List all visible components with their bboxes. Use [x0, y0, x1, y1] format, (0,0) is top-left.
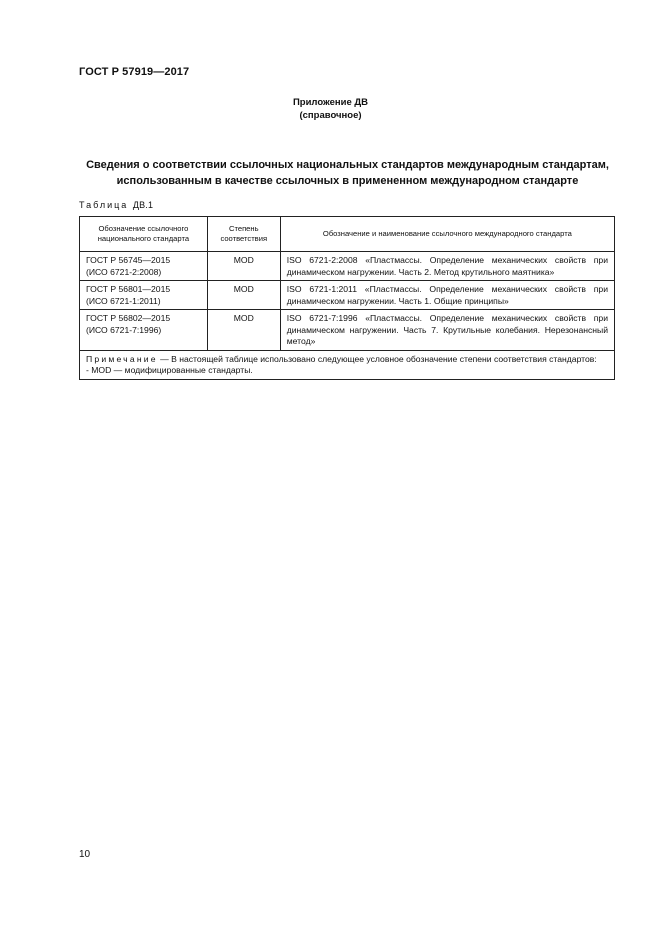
header-degree — [207, 217, 280, 252]
standards-table — [79, 216, 615, 380]
header-national-line-2: национального стандарта — [97, 234, 190, 243]
table-note — [80, 350, 615, 379]
table-caption-number: ДВ.1 — [132, 200, 154, 210]
header-degree-line-1: Степень — [228, 223, 259, 233]
national-standard-code: ГОСТ Р 56801—2015 — [86, 284, 171, 294]
note-text: — В настоящей таблице использовано следующее условное обозначение степени соответствия стандартов: — [157, 353, 597, 364]
table-row — [80, 310, 615, 351]
national-standard-iso-ref: (ИСО 6721-7:1996) — [86, 324, 162, 335]
national-standard-iso-ref: (ИСО 6721-2:2008) — [86, 266, 162, 277]
document-code: ГОСТ Р 57919—2017 — [79, 66, 190, 78]
table-caption-word: Таблица — [79, 200, 129, 210]
degree-cell: MOD — [207, 310, 280, 351]
section-heading-line-2: использованным в качестве ссылочных в примененном международном стандарте — [116, 175, 579, 187]
appendix-title: Приложение ДВ — [292, 97, 369, 108]
table-header-row — [80, 217, 615, 252]
national-standard-cell — [80, 310, 208, 351]
table-row — [80, 281, 615, 310]
appendix-subtitle: (справочное) — [299, 110, 362, 121]
table-note-row — [80, 350, 615, 379]
table-row — [80, 252, 615, 281]
international-standard-cell: ISO 6721-7:1996 «Пластмассы. Определение механических свойств при динамическом нагружении. Часть 7. Крутильные колебания. Нерезонансный метод» — [280, 310, 614, 351]
section-heading-line-1: Сведения о соответствии ссылочных национальных стандартов международным стандартам, — [86, 159, 609, 171]
header-national-line-1: Обозначение ссылочного — [98, 223, 189, 233]
national-standard-cell — [80, 252, 208, 281]
header-international-standard: Обозначение и наименование ссылочного международного стандарта — [280, 217, 614, 252]
national-standard-code: ГОСТ Р 56745—2015 — [86, 255, 171, 265]
note-label: Примечание — [86, 353, 158, 364]
page-number: 10 — [79, 849, 91, 860]
section-heading — [60, 157, 635, 189]
table-caption — [79, 200, 153, 210]
header-degree-line-2: соответствия — [220, 234, 268, 243]
international-standard-cell: ISO 6721-2:2008 «Пластмассы. Определение механических свойств при динамическом нагружении. Часть 2. Метод крутильного маятника» — [280, 252, 614, 281]
note-item: - MOD — модифицированные стандарты. — [86, 365, 253, 375]
national-standard-code: ГОСТ Р 56802—2015 — [86, 313, 171, 323]
national-standard-iso-ref: (ИСО 6721-1:2011) — [86, 295, 161, 306]
appendix-heading — [0, 96, 661, 122]
degree-cell: MOD — [207, 252, 280, 281]
national-standard-cell — [80, 281, 208, 310]
degree-cell: MOD — [207, 281, 280, 310]
international-standard-cell: ISO 6721-1:2011 «Пластмассы. Определение механических свойств при динамическом нагружении. Часть 1. Общие принципы» — [280, 281, 614, 310]
header-national-standard — [80, 217, 208, 252]
